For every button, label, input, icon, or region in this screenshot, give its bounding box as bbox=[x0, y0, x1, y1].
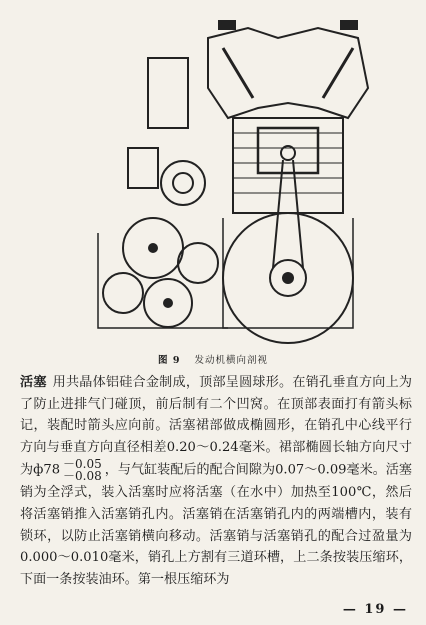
section-lead: 活塞 bbox=[20, 375, 47, 390]
paragraph-text-1: 用共晶体铝硅合金制成，顶部呈圆球形。在销孔垂直方向上为了防止进排气门碰顶，前后制有二个凹窝。在顶部表面打有箭头标记，装配时箭头应向前。活塞裙部做成椭圆形，在销孔中心线平行方向与垂直方向直径相差0.20～0.24毫米。裙部椭圆长轴方向尺寸为 bbox=[20, 375, 413, 478]
body-paragraph bbox=[20, 372, 412, 590]
engine-cross-section-drawing bbox=[18, 8, 410, 348]
tolerance-stack bbox=[63, 458, 102, 482]
figure-number: 图 9 bbox=[158, 355, 181, 366]
tolerance-lower: －0.08 bbox=[63, 469, 102, 484]
tolerance-upper: －0.05 bbox=[63, 457, 102, 472]
dimension-base: ф78 bbox=[33, 462, 61, 478]
page-number: — 19 — bbox=[342, 602, 408, 617]
figure-caption bbox=[0, 352, 426, 366]
paragraph-text-2: ，与气缸装配后的配合间隙为0.07～0.09毫米。活塞销为全浮式，装入活塞时应将活塞（在水中）加热至100℃，然后将活塞销推入活塞销孔内。活塞销在活塞销孔内的两端槽内，装有锁环，以防止活塞销横向移动。活塞销与活塞销孔的配合过盈量为0.000～0.010毫米，销孔上方割有三道环槽，上二条按装压缩环，下面一条按装油环。第一根压缩环为 bbox=[20, 462, 413, 587]
figure-title: 发动机横向剖视 bbox=[194, 355, 268, 366]
